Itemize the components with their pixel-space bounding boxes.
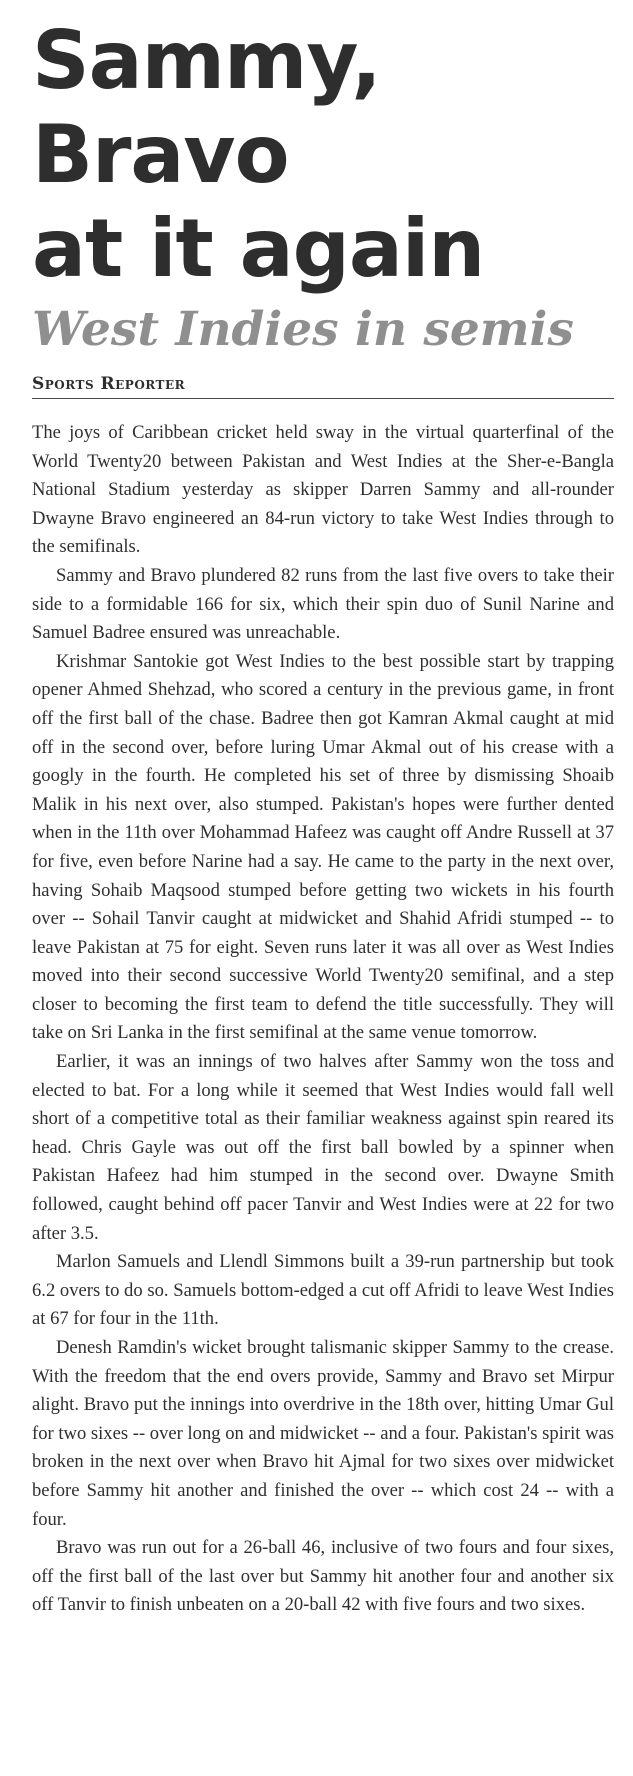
headline-line-1: Sammy, Bravo — [32, 14, 381, 201]
subheadline: West Indies in semis — [32, 302, 574, 357]
paragraph: Denesh Ramdin's wicket brought talismanic skipper Sammy to the crease. With the freedom that the end overs provide, Sammy and Bravo set Mirpur alight. Bravo put the innings into overdrive in the 18th over, hitting Umar Gul for two sixes -- over long on and midwicket -- and a four. Pakistan's spirit was broken in the next over when Bravo hit Ajmal for two sixes over midwicket before Sammy hit another and finished the over -- which cost 24 -- with a four. — [32, 1337, 614, 1530]
headline-line-2: at it again — [32, 202, 485, 295]
paragraph: Sammy and Bravo plundered 82 runs from the last five overs to take their side to a formidable 166 for six, which their spin duo of Sunil Narine and Samuel Badree ensured was unreachable. — [32, 564, 614, 644]
byline: Sports Reporter — [32, 374, 614, 399]
paragraph: Bravo was run out for a 26-ball 46, inclusive of two fours and four sixes, off the first ball of the last over but Sammy hit another four and another six off Tanvir to finish unbeaten on a 20-ball 42 with five fours and two sixes. — [32, 1537, 614, 1616]
article — [32, 14, 614, 1620]
paragraph: Krishmar Santokie got West Indies to the best possible start by trapping opener Ahmed Shehzad, who scored a century in the previous game, in front off the first ball of the chase. Badree then got Kamran Akmal caught at mid off in the second over, before luring Umar Akmal out of his crease with a googly in the fourth. He completed his set of three by dismissing Shoaib Malik in his next over, also stumped. Pakistan's hopes were further dented when in the 11th over Mohammad Hafeez was caught off Andre Russell at 37 for five, even before Narine had a say. He came to the party in the next over, having Sohaib Maqsood stumped before getting two wickets in his fourth over -- Sohail Tanvir caught at midwicket and Shahid Afridi stumped -- to leave Pakistan at 75 for eight. Seven runs later it was all over as West Indies moved into their second successive World Twenty20 semifinal, and a step closer to becoming the first team to defend the title successfully. They will take on Sri Lanka in the first semifinal at the same venue tomorrow. — [32, 650, 614, 1044]
article-body — [32, 419, 614, 1620]
paragraph: The joys of Caribbean cricket held sway in the virtual quarterfinal of the World Twenty20 between Pakistan and West Indies at the Sher-e-Bangla National Stadium yesterday as skipper Darren Sammy and all-rounder Dwayne Bravo engineered an 84-run victory to take West Indies through to the semifinals. — [32, 422, 614, 558]
headline — [32, 14, 614, 296]
paragraph: Marlon Samuels and Llendl Simmons built a 39-run partnership but took 6.2 overs to do so. Samuels bottom-edged a cut off Afridi to leave West Indies at 67 for four in the 11th. — [32, 1251, 614, 1330]
paragraph: Earlier, it was an innings of two halves after Sammy won the toss and elected to bat. For a long while it seemed that West Indies would fall well short of a competitive total as their familiar weakness against spin reared its head. Chris Gayle was out off the first ball bowled by a spinner when Pakistan Hafeez had him stumped in the second over. Dwayne Smith followed, caught behind off pacer Tanvir and West Indies were at 22 for two after 3.5. — [32, 1051, 614, 1244]
